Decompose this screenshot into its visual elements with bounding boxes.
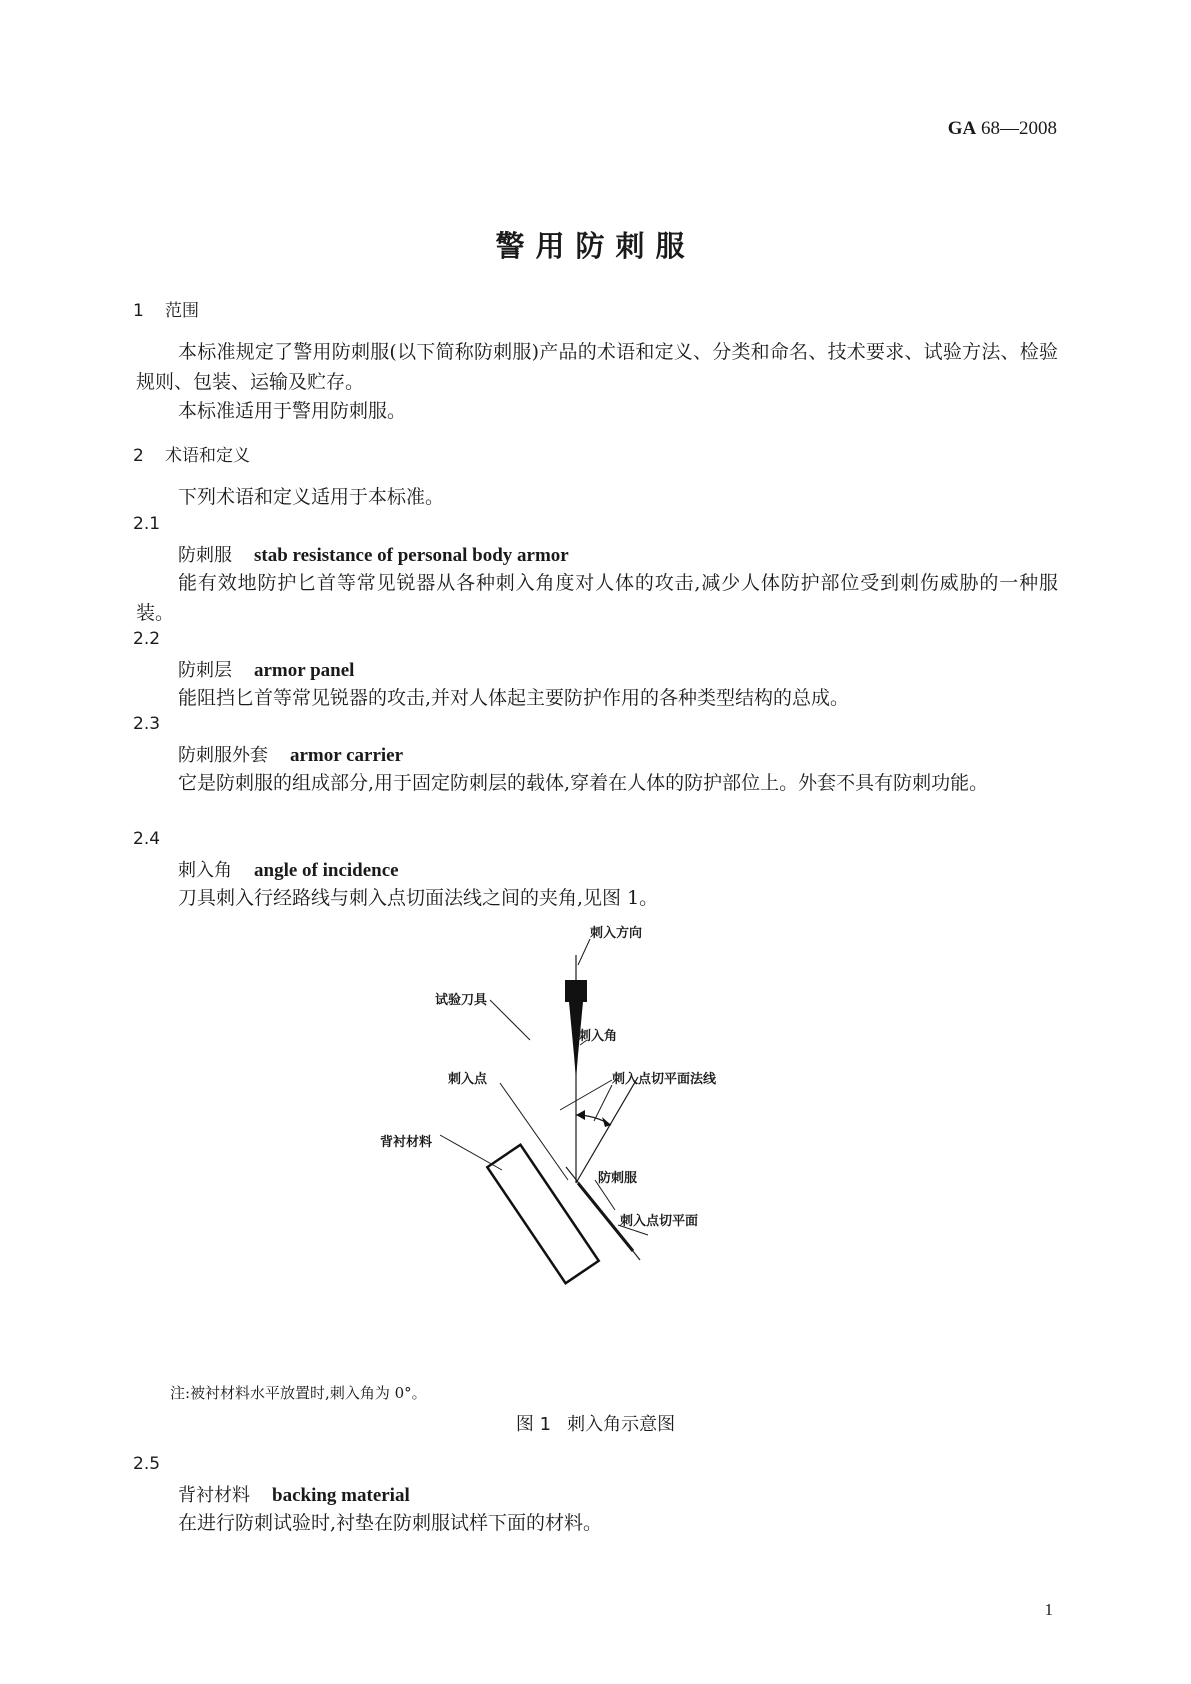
leader-line xyxy=(560,1080,612,1110)
label-test-knife: 试验刀具 xyxy=(435,993,488,1008)
document-title: 警用防刺服 xyxy=(495,229,696,263)
leader-line xyxy=(440,1135,502,1170)
term-heading: 刺入角 angle of incidence xyxy=(178,860,399,881)
label-stab-direction: 刺入方向 xyxy=(590,926,643,941)
label-plane-normal: 刺入点切平面法线 xyxy=(612,1072,717,1087)
term-definition: 它是防刺服的组成部分,用于固定防刺层的载体,穿着在人体的防护部位上。外套不具有防刺功能。 xyxy=(178,772,989,794)
term-definition: 能阻挡匕首等常见锐器的攻击,并对人体起主要防护作用的各种类型结构的总成。 xyxy=(178,687,850,709)
standard-number: GA 68—2008 xyxy=(947,118,1057,139)
term-heading: 防刺层 armor panel xyxy=(178,660,355,681)
label-stab-point: 刺入点 xyxy=(448,1072,488,1087)
normal-line xyxy=(576,1077,638,1183)
section-2-intro: 下列术语和定义适用于本标准。 xyxy=(178,486,445,508)
term-definition: 刀具刺入行经路线与刺入点切面法线之间的夹角,见图 1。 xyxy=(178,887,659,909)
term-number: 2.5 xyxy=(133,1454,161,1474)
label-backing-material: 背衬材料 xyxy=(380,1135,433,1150)
term-number: 2.4 xyxy=(133,829,161,849)
section-1-heading: 1 范围 xyxy=(133,301,199,321)
stab-angle-diagram xyxy=(380,925,800,1365)
angle-arrowhead xyxy=(576,1110,585,1120)
figure-note: 注:被衬材料水平放置时,刺入角为 0°。 xyxy=(170,1384,427,1402)
term-number: 2.1 xyxy=(133,514,161,534)
knife-handle xyxy=(565,980,587,1002)
term-definition: 在进行防刺试验时,衬垫在防刺服试样下面的材料。 xyxy=(178,1512,603,1534)
label-tangent-plane: 刺入点切平面 xyxy=(620,1214,699,1229)
figure-caption: 图 1 刺入角示意图 xyxy=(515,1414,676,1435)
term-number: 2.3 xyxy=(133,714,161,734)
leader-line xyxy=(594,1085,612,1121)
label-incidence-angle: 刺入角 xyxy=(578,1029,618,1044)
leader-line xyxy=(490,1000,530,1040)
section-1-para-1: 本标准规定了警用防刺服(以下简称防刺服)产品的术语和定义、分类和命名、技术要求、试验方法、检验规则、包装、运输及贮存。 xyxy=(136,341,1058,393)
section-1-para-2: 本标准适用于警用防刺服。 xyxy=(178,400,407,422)
page-number: 1 xyxy=(1044,1600,1053,1619)
leader-line xyxy=(578,939,590,965)
section-2-heading: 2 术语和定义 xyxy=(133,446,250,466)
term-number: 2.2 xyxy=(133,629,161,649)
term-definition: 能有效地防护匕首等常见锐器从各种刺入角度对人体的攻击,减少人体防护部位受到刺伤威胁的一种服装。 xyxy=(136,572,1058,624)
term-heading: 背衬材料 backing material xyxy=(178,1485,410,1506)
label-stab-armor: 防刺服 xyxy=(598,1171,638,1186)
term-heading: 防刺服外套 armor carrier xyxy=(178,745,404,766)
backing-material-block xyxy=(487,1145,598,1283)
term-heading: 防刺服 stab resistance of personal body armor xyxy=(178,545,569,566)
